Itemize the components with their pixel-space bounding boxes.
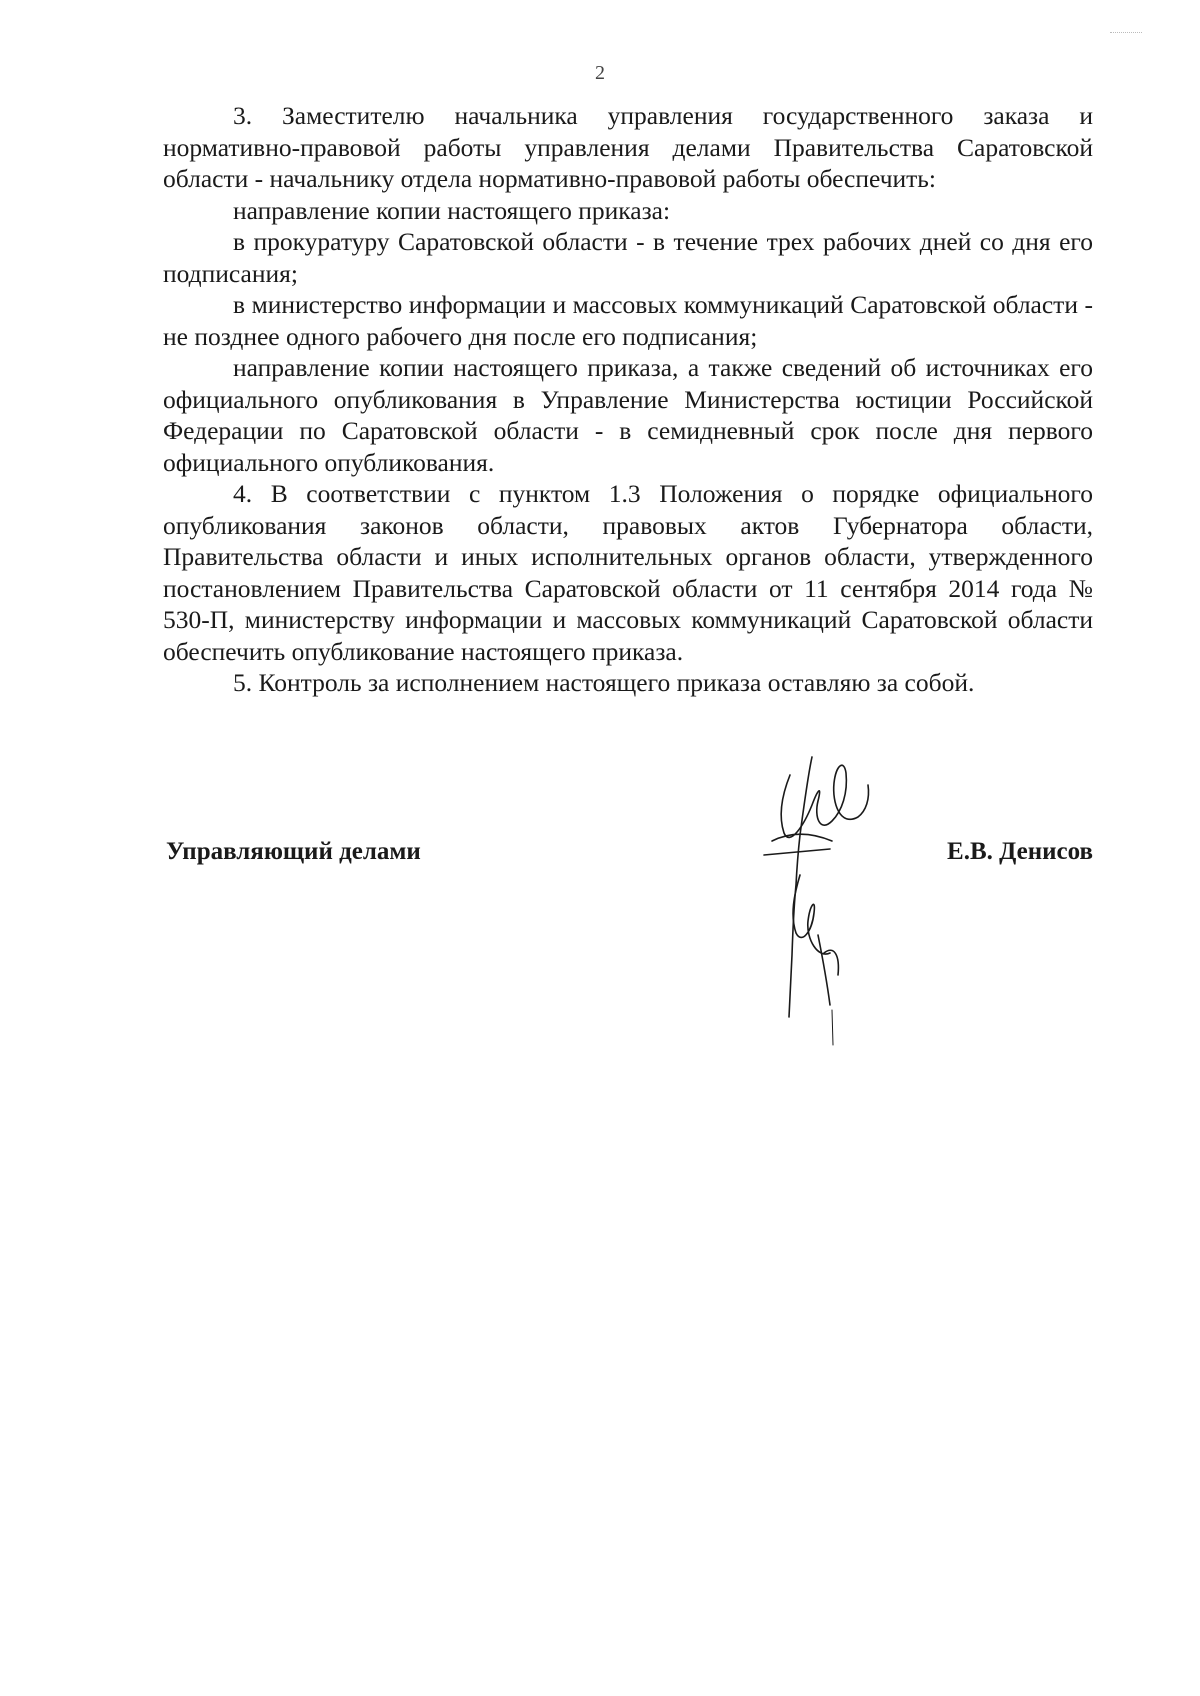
paragraph-5: 5. Контроль за исполнением настоящего приказа оставляю за собой. xyxy=(233,668,975,697)
signer-title: Управляющий делами xyxy=(166,838,421,865)
signer-name: Е.В. Денисов xyxy=(947,838,1093,865)
handwritten-signature xyxy=(760,755,890,1055)
paragraph-ministry: в министерство информации и массовых коммуникаций Саратовской области - не позднее одного рабочего дня после его подписания; xyxy=(163,290,1093,351)
paragraph-4: 4. В соответствии с пунктом 1.3 Положения о порядке официального опубликования законов области, правовых актов Губернатора области, Правительства области и иных исполнительных органов области, утвержденного постановлением Правительства Саратовской области от 11 сентября 2014 года № 530-П, министерству информации и массовых коммуникаций Саратовской области обеспечить опубликование настоящего приказа. xyxy=(163,479,1093,666)
scan-artifact xyxy=(1110,32,1142,35)
paragraph-copy-direction: направление копии настоящего приказа: xyxy=(233,195,671,225)
signature-block xyxy=(163,838,1093,878)
paragraph-3: 3. Заместителю начальника управления государственного заказа и нормативно-правовой работы управления делами Правительства Саратовской области - начальнику отдела нормативно-правовой работы обеспечить: xyxy=(163,101,1093,193)
document-body xyxy=(163,100,1093,699)
paragraph-justice: направление копии настоящего приказа, а также сведений об источниках его официального опубликования в Управление Министерства юстиции Российской Федерации по Саратовской области - в семидневный срок после дня первого официального опубликования. xyxy=(163,353,1093,477)
page-number: 2 xyxy=(595,62,605,84)
paragraph-prosecutor: в прокуратуру Саратовской области - в течение трех рабочих дней со дня его подписания; xyxy=(163,227,1093,288)
